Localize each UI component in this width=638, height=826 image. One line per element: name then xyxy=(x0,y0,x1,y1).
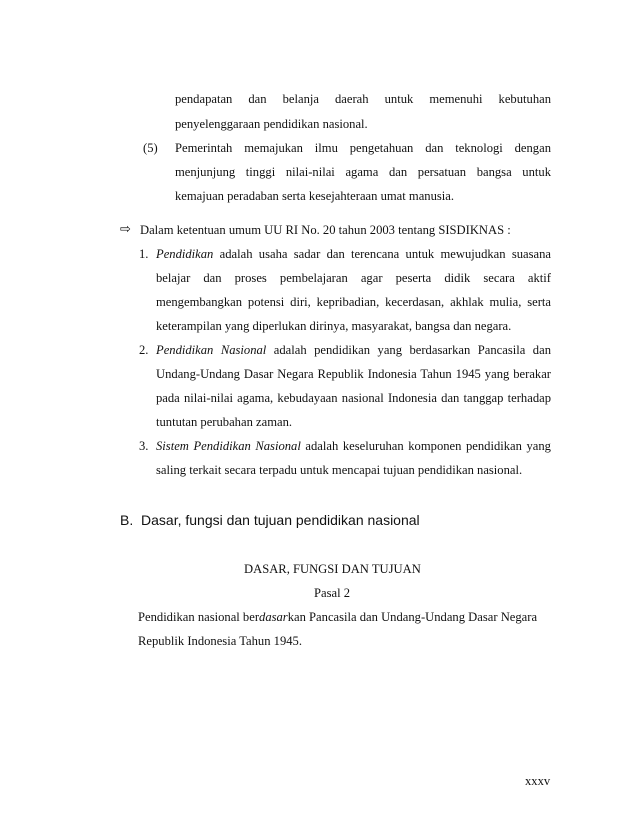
definition-2-line-4: tuntutan perubahan zaman. xyxy=(156,415,293,429)
definition-1-line-3: mengembangkan potensi diri, kepribadian, kecerdasan, akhlak mulia, serta xyxy=(156,295,551,309)
item-5-line-2: menjunjung tinggi nilai-nilai agama dan persatuan bangsa untuk xyxy=(175,165,551,179)
article-2-text-italic: dasar xyxy=(259,610,288,624)
definition-1-line-4: keterampilan yang diperlukan dirinya, masyarakat, bangsa dan negara. xyxy=(156,319,512,333)
sisdiknas-intro: Dalam ketentuan umum UU RI No. 20 tahun 2003 tentang SISDIKNAS : xyxy=(140,223,511,237)
article-2-line-2: Republik Indonesia Tahun 1945. xyxy=(138,634,302,648)
definition-2-term: Pendidikan Nasional xyxy=(156,343,267,357)
continuation-line-1: pendapatan dan belanja daerah untuk memenuhi kebutuhan xyxy=(175,92,551,106)
definition-2-text: adalah pendidikan yang berdasarkan Pancasila dan xyxy=(273,343,551,357)
definition-3-term: Sistem Pendidikan Nasional xyxy=(156,439,301,453)
item-5-line-1: Pemerintah memajukan ilmu pengetahuan dan teknologi dengan xyxy=(175,141,551,155)
article-2-text-before: Pendidikan nasional ber xyxy=(138,610,260,624)
definition-2-line-2: Undang-Undang Dasar Negara Republik Indonesia Tahun 1945 yang berakar xyxy=(156,367,551,381)
article-number: Pasal 2 xyxy=(314,586,351,600)
definition-1-number: 1. xyxy=(139,247,149,261)
definition-1-text: adalah usaha sadar dan terencana untuk mewujudkan suasana xyxy=(219,247,551,261)
item-5-number: (5) xyxy=(143,141,158,155)
article-2-line-1 xyxy=(138,609,537,625)
definition-3-line-2: saling terkait secara terpadu untuk mencapai tujuan pendidikan nasional. xyxy=(156,463,523,477)
definition-1-line-1 xyxy=(156,246,551,262)
item-5-line-3: kemajuan peradaban serta kesejahteraan umat manusia. xyxy=(175,189,455,203)
definition-3-number: 3. xyxy=(139,439,149,453)
page-number: xxxv xyxy=(525,774,551,788)
article-2-text-after: kan Pancasila dan Undang-Undang Dasar Negara xyxy=(287,610,538,624)
section-b-heading: B. Dasar, fungsi dan tujuan pendidikan nasional xyxy=(120,512,420,528)
definition-1-term: Pendidikan xyxy=(156,247,214,261)
definition-2-number: 2. xyxy=(139,343,149,357)
definition-3-line-1 xyxy=(156,438,551,454)
continuation-line-2: penyelenggaraan pendidikan nasional. xyxy=(175,117,368,131)
definition-2-line-1 xyxy=(156,342,551,358)
definition-2-line-3: pada nilai-nilai agama, kebudayaan nasional Indonesia dan tanggap terhadap xyxy=(156,391,551,405)
definition-1-line-2: belajar dan proses pembelajaran agar peserta didik secara aktif xyxy=(156,271,551,285)
arrow-right-outline-icon: ⇨ xyxy=(120,222,131,237)
chapter-title: DASAR, FUNGSI DAN TUJUAN xyxy=(244,562,421,576)
definition-3-text: adalah keseluruhan komponen pendidikan yang xyxy=(305,439,551,453)
